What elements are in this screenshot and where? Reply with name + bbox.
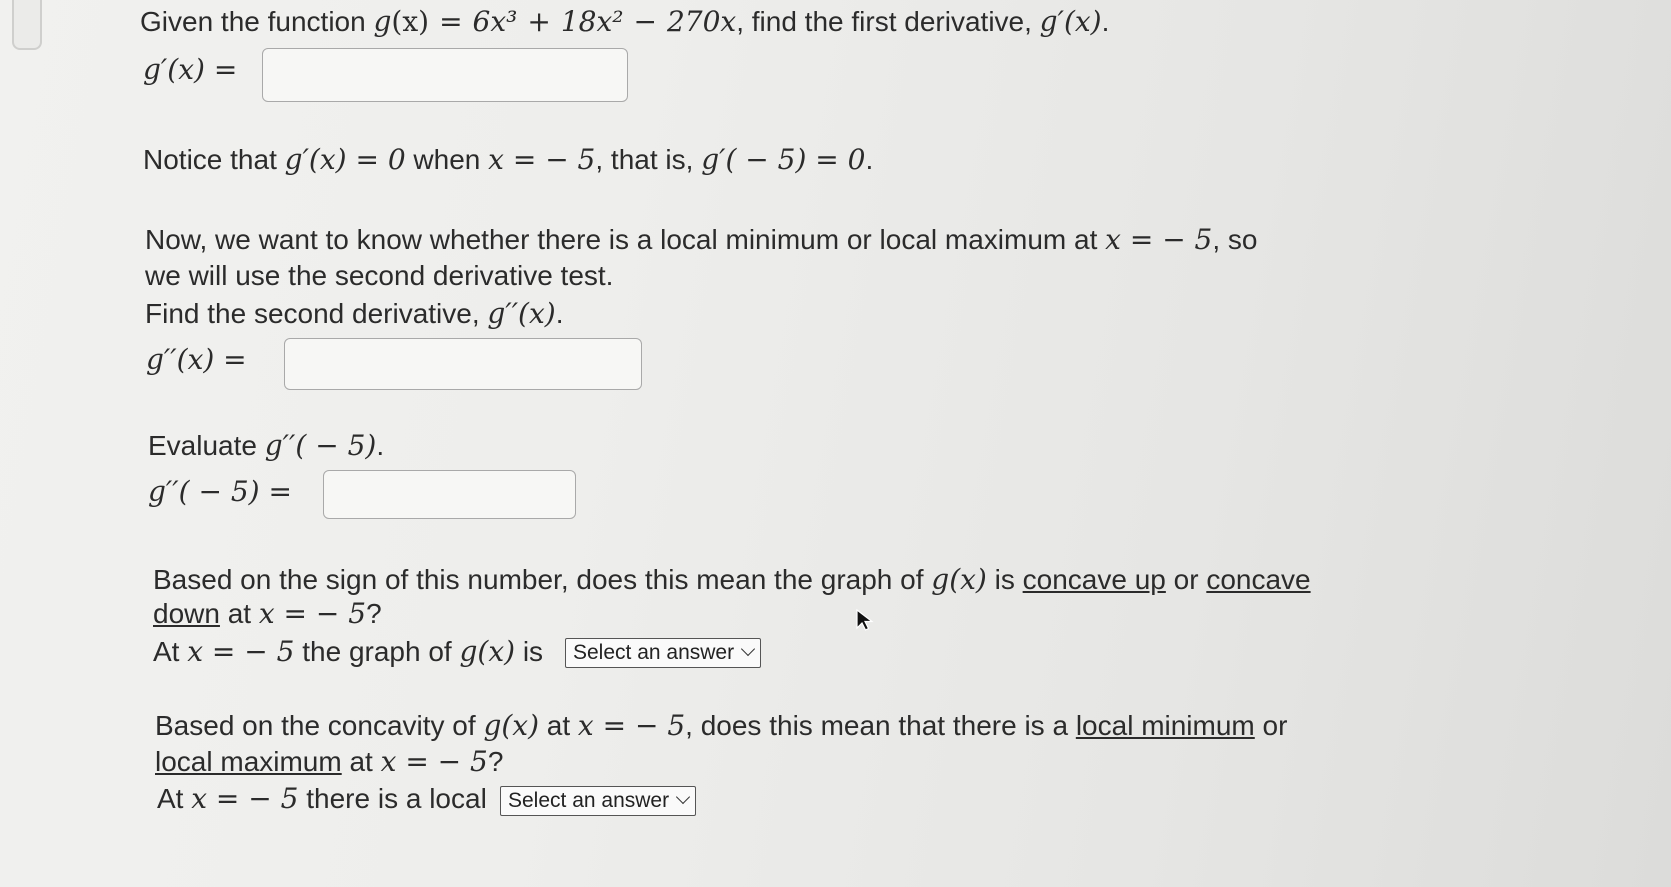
text: is bbox=[986, 564, 1023, 595]
select-label: Select an answer bbox=[508, 789, 670, 812]
first-derivative-label: g′(x) = bbox=[143, 53, 238, 86]
math: g′( − 5) = 0 bbox=[701, 143, 866, 176]
math: g′′(x) bbox=[487, 297, 556, 330]
evaluate-input[interactable] bbox=[323, 470, 576, 519]
evaluate-label: g′′( − 5) = bbox=[148, 475, 292, 508]
math-func-name: g bbox=[373, 5, 392, 38]
evaluate-prompt bbox=[148, 428, 384, 464]
math-term: 6x³ bbox=[472, 5, 518, 38]
first-derivative-input[interactable] bbox=[262, 48, 628, 102]
text: ? bbox=[366, 598, 382, 629]
text: is bbox=[515, 636, 544, 667]
text: , does this mean that there is a bbox=[685, 710, 1076, 741]
concavity-answer-line bbox=[153, 634, 543, 670]
concave-up-term: concave up bbox=[1022, 564, 1166, 595]
extrema-select[interactable] bbox=[500, 786, 696, 816]
extrema-question-line2 bbox=[155, 744, 503, 780]
chevron-down-icon bbox=[676, 790, 690, 804]
text: Notice that bbox=[143, 144, 285, 175]
math: x = − 5 bbox=[258, 597, 367, 630]
question-text: Given the function bbox=[140, 6, 374, 37]
local-minimum-term: local minimum bbox=[1075, 710, 1255, 741]
concavity-question-line2 bbox=[153, 596, 382, 632]
extrema-answer-line bbox=[157, 781, 487, 817]
now-paragraph-line2: we will use the second derivative test. bbox=[145, 260, 614, 291]
math-func-arg: (x) bbox=[391, 5, 430, 38]
math-term: 18x² bbox=[560, 5, 624, 38]
math: g(x) bbox=[459, 635, 516, 668]
second-derivative-prompt bbox=[145, 296, 563, 332]
text: . bbox=[376, 430, 385, 461]
browser-tab-edge bbox=[12, 0, 42, 50]
math: x = − 5 bbox=[380, 745, 488, 778]
second-derivative-input[interactable] bbox=[284, 338, 642, 390]
text: at bbox=[341, 746, 381, 777]
text: . bbox=[865, 144, 874, 175]
text: At bbox=[157, 783, 192, 814]
local-maximum-term: local maximum bbox=[155, 746, 342, 777]
text: At bbox=[153, 636, 188, 667]
text: or bbox=[1254, 710, 1288, 741]
question-first-derivative bbox=[140, 4, 1109, 40]
math-minus: − bbox=[633, 5, 657, 38]
text: the graph of bbox=[294, 636, 460, 667]
text: Based on the sign of this number, does this mean the graph of bbox=[153, 564, 932, 595]
math-term: 270x bbox=[666, 5, 737, 38]
math: g′(x) = 0 bbox=[284, 143, 406, 176]
text: Find the second derivative, bbox=[145, 298, 488, 329]
concavity-select[interactable] bbox=[565, 638, 761, 668]
text: at bbox=[539, 710, 578, 741]
math: x = − 5 bbox=[191, 782, 299, 815]
math: x = − 5 bbox=[1105, 223, 1213, 256]
select-label: Select an answer bbox=[573, 641, 735, 664]
text: . bbox=[555, 298, 564, 329]
text: when bbox=[405, 144, 489, 175]
chevron-down-icon bbox=[741, 642, 755, 656]
math: x = − 5 bbox=[187, 635, 295, 668]
question-text: . bbox=[1101, 6, 1110, 37]
text: , so bbox=[1212, 224, 1258, 255]
extrema-question-line1 bbox=[155, 708, 1287, 744]
text: , that is, bbox=[595, 144, 702, 175]
math-equals: = bbox=[439, 5, 463, 38]
math-plus: + bbox=[527, 5, 551, 38]
concavity-question-line1 bbox=[153, 562, 1311, 598]
math: x = − 5 bbox=[488, 143, 596, 176]
text: ? bbox=[487, 746, 504, 777]
math: g′′( − 5) bbox=[264, 429, 377, 462]
concave-down-term: concave bbox=[1206, 564, 1311, 595]
notice-text bbox=[143, 142, 873, 178]
mouse-cursor-icon bbox=[855, 608, 875, 637]
now-paragraph-line1 bbox=[145, 222, 1258, 258]
question-text: , find the first derivative, bbox=[736, 6, 1040, 37]
text: at bbox=[219, 598, 259, 629]
text: Evaluate bbox=[148, 430, 265, 461]
math: x = − 5 bbox=[577, 709, 686, 742]
math-derivative: g′(x) bbox=[1039, 5, 1102, 38]
text: or bbox=[1165, 564, 1207, 595]
math: g(x) bbox=[931, 563, 987, 596]
text: Now, we want to know whether there is a local minimum or local maximum at bbox=[145, 224, 1106, 255]
second-derivative-label: g′′(x) = bbox=[146, 343, 247, 376]
math: g(x) bbox=[483, 709, 539, 742]
text: there is a local bbox=[298, 783, 487, 814]
text: Based on the concavity of bbox=[155, 710, 484, 741]
concave-down-term: down bbox=[153, 598, 220, 629]
